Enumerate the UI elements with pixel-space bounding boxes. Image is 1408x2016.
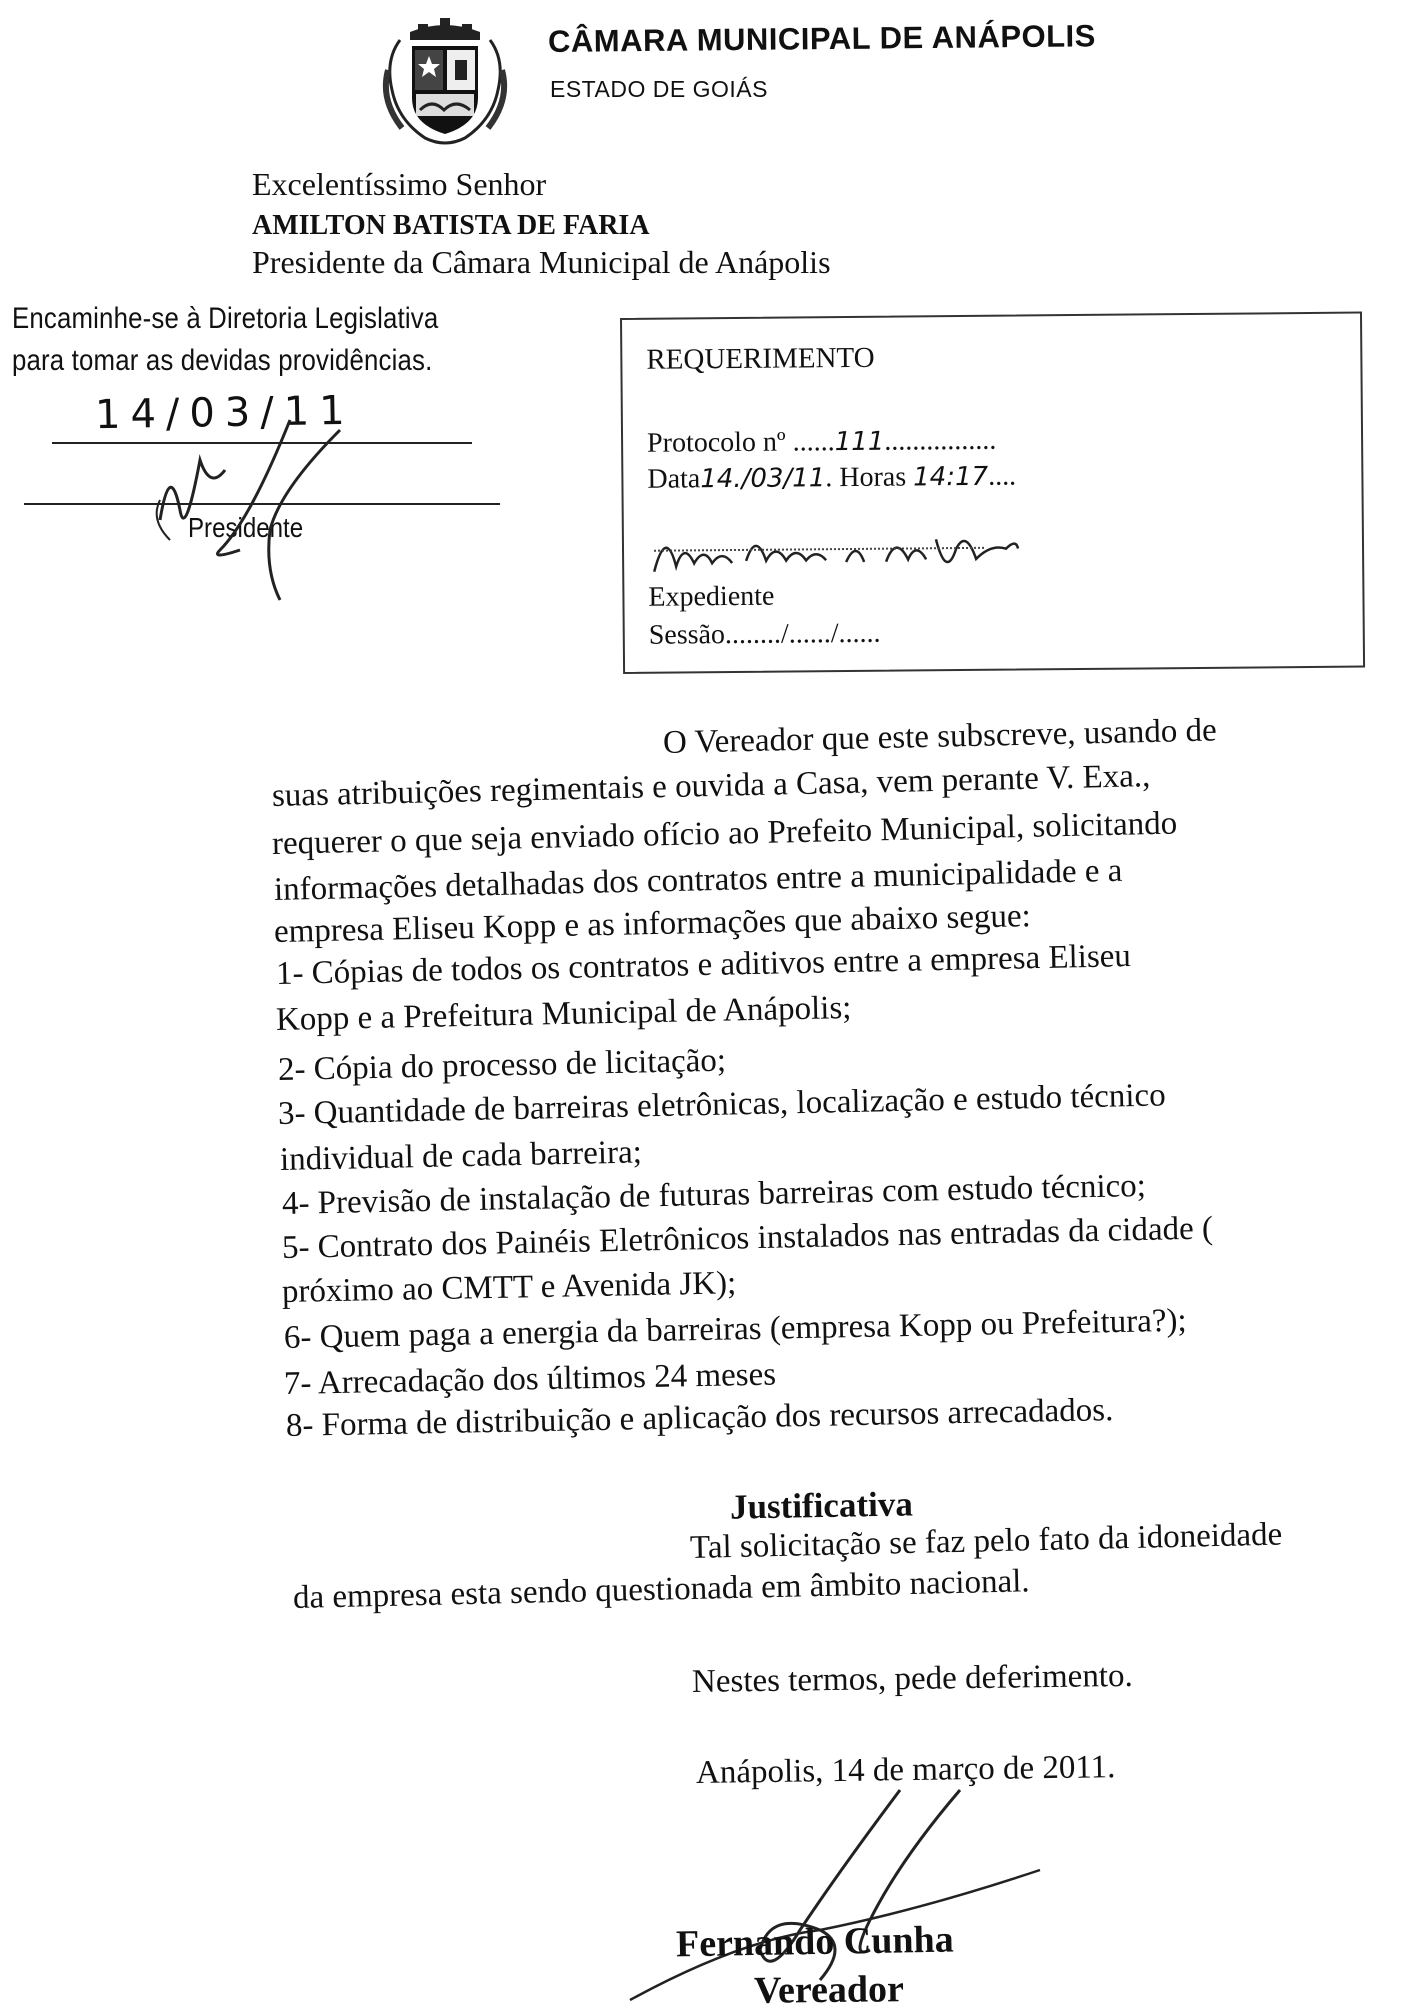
- protocol-stamp-box: [620, 312, 1365, 674]
- protocol-label: Protocolo nº ......: [646, 426, 835, 459]
- request-item: 6- Quem paga a energia da barreiras (empresa Kopp ou Prefeitura?);: [283, 1302, 1187, 1356]
- addressee-title: Presidente da Câmara Municipal de Anápolis: [252, 244, 831, 280]
- protocol-number-row: [647, 425, 996, 460]
- forwarding-line-1: Encaminhe-se à Diretoria Legislativa: [12, 302, 439, 335]
- addressee-name: AMILTON BATISTA DE FARIA: [252, 210, 650, 241]
- intro-first-line: O Vereador que este subscreve, usando de: [662, 712, 1218, 761]
- justification-line-1: Tal solicitação se faz pelo fato da idoneidade: [689, 1516, 1283, 1566]
- forwarding-role: Presidente: [188, 512, 304, 543]
- intro-line: empresa Eliseu Kopp e as informações que abaixo segue:: [273, 898, 1032, 950]
- intro-line: informações detalhadas dos contratos entre a municipalidade e a: [273, 852, 1123, 908]
- expedient-label: Expediente: [648, 580, 775, 613]
- request-item: 3- Quantidade de barreiras eletrônicas, localização e estudo técnico: [277, 1077, 1166, 1132]
- forwarding-line-2: para tomar as devidas providências.: [12, 344, 433, 377]
- request-item: 2- Cópia do processo de licitação;: [277, 1042, 727, 1088]
- request-item: 4- Previsão de instalação de futuras barreiras com estudo técnico;: [281, 1167, 1147, 1222]
- protocol-title: REQUERIMENTO: [646, 341, 875, 376]
- request-item: próximo ao CMTT e Avenida JK);: [281, 1265, 737, 1310]
- date-value: 14./03/11: [700, 463, 826, 495]
- closing-line: Nestes termos, pede deferimento.: [691, 1657, 1133, 1700]
- request-item: 8- Forma de distribuição e aplicação dos recursos arrecadados.: [285, 1392, 1114, 1444]
- request-item: 5- Contrato dos Painéis Eletrônicos instalados nas entradas da cidade (: [281, 1210, 1214, 1266]
- signer-role: Vereador: [753, 1968, 905, 2012]
- request-item: 1- Cópias de todos os contratos e aditivos entre a empresa Eliseu: [275, 938, 1132, 992]
- intro-line: suas atribuições regimentais e ouvida a Casa, vem perante V. Exa.,: [271, 758, 1151, 814]
- session-label: Sessão......../....../......: [648, 617, 881, 651]
- hours-dots: ....: [987, 460, 1017, 492]
- intro-line: requerer o que seja enviado ofício ao Prefeito Municipal, solicitando: [271, 805, 1178, 862]
- protocol-number: 111: [834, 426, 885, 458]
- date-label: Data: [647, 463, 701, 495]
- president-signature-icon: [130, 400, 370, 610]
- org-state: ESTADO DE GOIÁS: [550, 76, 768, 102]
- hours-label: . Horas: [825, 461, 914, 494]
- justification-line-2: da empresa esta sendo questionada em âmbito nacional.: [292, 1563, 1030, 1616]
- protocol-date-row: [647, 461, 1016, 496]
- addressee-salutation: Excelentíssimo Senhor: [252, 166, 547, 202]
- hours-value: 14:17: [913, 461, 989, 493]
- forwarding-date: 14/03/11: [94, 387, 356, 439]
- signer-name: Fernando Cunha: [675, 1918, 955, 1966]
- justification-heading: Justificativa: [729, 1484, 914, 1527]
- place-date-line: Anápolis, 14 de março de 2011.: [695, 1749, 1116, 1791]
- request-item: 7- Arrecadação dos últimos 24 meses: [283, 1356, 777, 1402]
- org-name: CÂMARA MUNICIPAL DE ANÁPOLIS: [547, 18, 1097, 59]
- protocol-dots: ................: [884, 424, 997, 457]
- municipal-crest-icon: [380, 10, 510, 150]
- request-item: individual de cada barreira;: [279, 1134, 643, 1178]
- request-item: Kopp e a Prefeitura Municipal de Anápolis;: [275, 989, 852, 1038]
